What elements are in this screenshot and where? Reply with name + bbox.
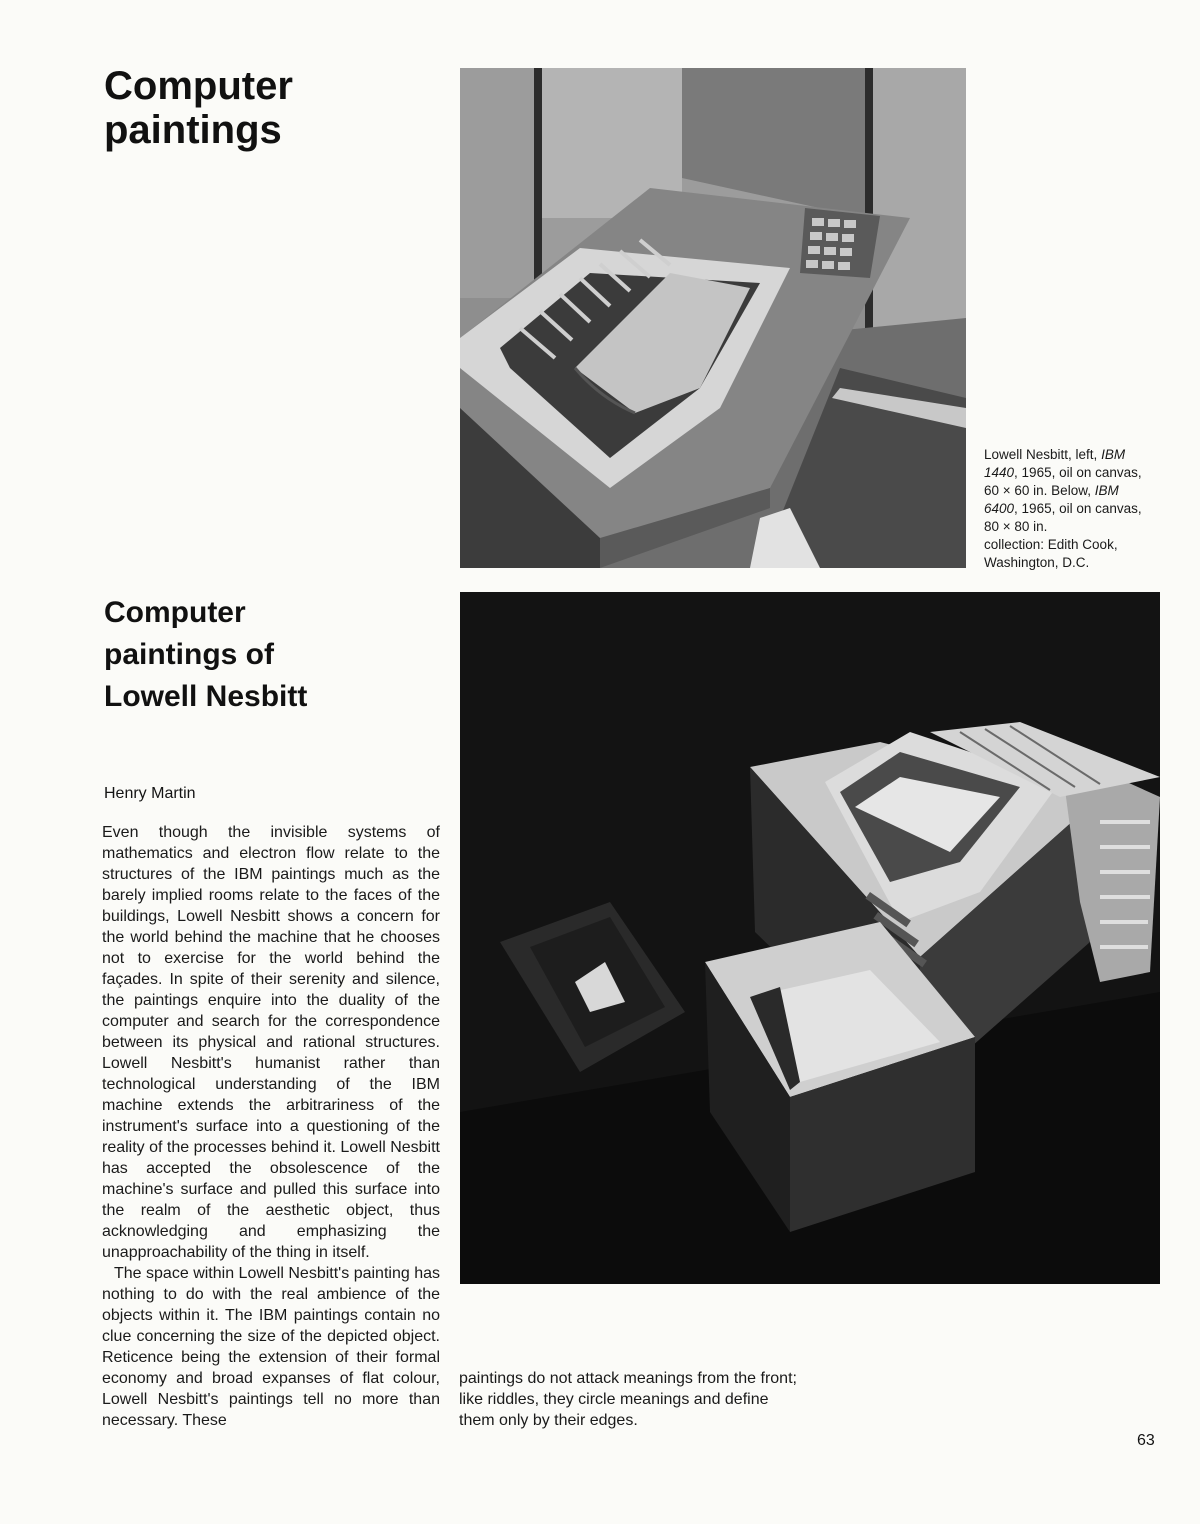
article-title: Computer paintings of Lowell Nesbitt [104,596,308,713]
caption-work-title-1: IBM 1440 [984,447,1126,480]
painting-ibm-1440-image [460,68,966,568]
body-column-right [459,1368,799,1431]
caption-work-title-2: IBM 6400 [984,483,1119,516]
body-paragraph-2-start: The space within Lowell Nesbitt's painting has nothing to do with the real ambience of the objects within it. The IBM paintings contain no clue concerning the size of the depicted object. Reticence being the extension of their formal economy and broad expanses of flat colour, Lowell Nesbitt's paintings tell no more than necessary. These [102,1265,440,1429]
painting-ibm-6400-image [460,592,1160,1284]
author-name: Henry Martin [104,785,196,802]
body-column-left [102,822,440,1431]
image-caption: Lowell Nesbitt, left, IBM 1440, 1965, oil on canvas, 60 × 60 in. Below, IBM 6400, 1965, oil on canvas, 80 × 80 in. collection: Edith Cook, Washington, D.C. [984,447,1142,570]
body-paragraph-2-end: paintings do not attack meanings from the front; like riddles, they circle meanings and define them only by their edges. [459,1370,797,1429]
page-title [104,64,434,152]
body-paragraph-1: Even though the invisible systems of mathematics and electron flow relate to the structures of the IBM paintings much as the barely implied rooms relate to the faces of the buildings, Lowell Nesbitt shows a concern for the world behind the machine that he chooses not to exercise for the world behind the façades. In spite of their serenity and silence, the paintings enquire into the duality of the computer and search for the correspondence between its physical and rational structures. Lowell Nesbitt's humanist rather than technological understanding of the IBM machine extends the arbitrariness of the instrument's surface into a questioning of the reality of the processes behind it. Lowell Nesbitt has accepted the obsolescence of the machine's surface and pulled this surface into the realm of the aesthetic object, thus acknowledging and emphasizing the unapproachability of the thing in itself. [102,824,440,1261]
page-number: 63 [1137,1432,1155,1449]
page-title-line2: paintings [104,108,282,152]
page-title-line1: Computer [104,64,293,108]
